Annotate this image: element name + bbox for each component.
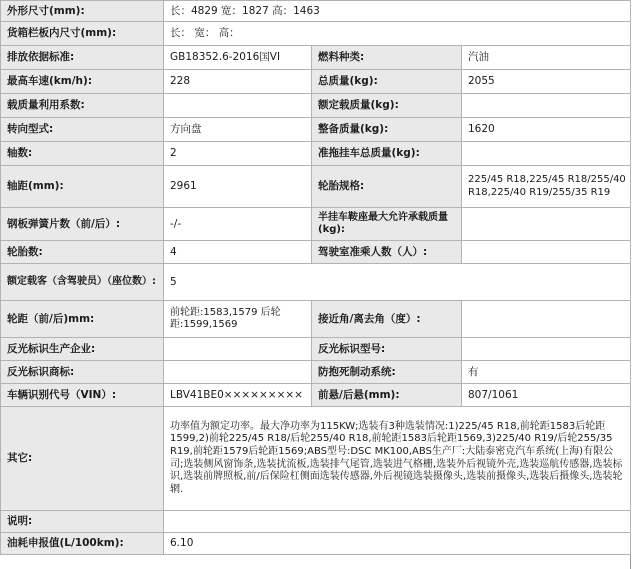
row-seats	[1, 264, 631, 301]
trailer-mass-value	[462, 142, 631, 166]
row-cargo	[1, 22, 631, 46]
row-tires	[1, 241, 631, 264]
steering-value: 方向盘	[164, 118, 312, 142]
overhang-value: 807/1061	[462, 384, 631, 407]
wheelbase-value: 2961	[164, 166, 312, 208]
rated-load-label: 额定载质量(kg):	[312, 94, 462, 118]
load-factor-label: 载质量利用系数:	[1, 94, 164, 118]
tire-count-value: 4	[164, 241, 312, 264]
rated-passengers-label: 额定载客（含驾驶员）（座位数）:	[1, 264, 164, 301]
reflector-brand-value	[164, 361, 312, 384]
fuel-type-value: 汽油	[462, 46, 631, 70]
row-wheelbase	[1, 166, 631, 208]
emission-value: GB18352.6-2016国VI	[164, 46, 312, 70]
track-label: 轮距（前/后)mm:	[1, 301, 164, 338]
cargo-value: 长： 宽： 高：	[164, 22, 631, 46]
max-speed-value: 228	[164, 70, 312, 94]
leaf-springs-value: -/-	[164, 208, 312, 241]
reflector-model-label: 反光标识型号:	[312, 338, 462, 361]
reflector-maker-value	[164, 338, 312, 361]
rated-passengers-value: 5	[164, 264, 631, 301]
dimensions-value: 长：4829 宽：1827 高：1463	[164, 1, 631, 22]
fuel-consumption-label: 油耗申报值(L/100km):	[1, 533, 164, 555]
row-axles	[1, 142, 631, 166]
abs-value: 有	[462, 361, 631, 384]
approach-angle-label: 接近角/离去角（度）:	[312, 301, 462, 338]
row-steering	[1, 118, 631, 142]
wheelbase-label: 轴距(mm):	[1, 166, 164, 208]
fuel-type-label: 燃料种类:	[312, 46, 462, 70]
abs-label: 防抱死制动系统:	[312, 361, 462, 384]
other-label: 其它:	[1, 407, 164, 511]
saddle-load-label: 半挂车鞍座最大允许承载质量(kg):	[312, 208, 462, 241]
dimensions-label: 外形尺寸(mm):	[1, 1, 164, 22]
reflector-maker-label: 反光标识生产企业:	[1, 338, 164, 361]
load-factor-value	[164, 94, 312, 118]
steering-label: 转向型式:	[1, 118, 164, 142]
rated-load-value	[462, 94, 631, 118]
emission-label: 排放依据标准:	[1, 46, 164, 70]
fuel-consumption-value: 6.10	[164, 533, 631, 555]
tire-count-label: 轮胎数:	[1, 241, 164, 264]
vin-value: LBV41BE0×××××××××	[164, 384, 312, 407]
overhang-label: 前悬/后悬(mm):	[312, 384, 462, 407]
track-value: 前轮距:1583,1579 后轮距:1599,1569	[164, 301, 312, 338]
total-mass-label: 总质量(kg):	[312, 70, 462, 94]
cab-seats-label: 驾驶室准乘人数（人）:	[312, 241, 462, 264]
cargo-label: 货箱栏板内尺寸(mm):	[1, 22, 164, 46]
row-other	[1, 407, 631, 511]
other-value: 功率值为额定功率。最大净功率为115KW;选装有3种选装情况:1)225/45 R18,前轮距1583后轮距1599,2)前轮225/45 R18/后轮255/40 R18,前轮距1583后轮距1569,3)225/40 R19/后轮255/35 R19,前轮距1579后轮距1569;ABS型号:DSC MK100,ABS生产厂:大陆泰密克汽车系统(上海)有限公司;选装侧风窗饰条,选装扰流板,选装排气尾管,选装进气格栅,选装外后视镜外壳,选装巡航传感器,选装标识,选装前牌照板,前/后保险杠侧面选装传感器,外后视镜选装摄像头,选装前摄像头,选装后摄像头,选装轮辋.	[164, 407, 631, 511]
saddle-load-value	[462, 208, 631, 241]
curb-mass-label: 整备质量(kg):	[312, 118, 462, 142]
row-emission	[1, 46, 631, 70]
tire-spec-label: 轮胎规格:	[312, 166, 462, 208]
approach-angle-value	[462, 301, 631, 338]
axles-label: 轴数:	[1, 142, 164, 166]
max-speed-label: 最高车速(km/h):	[1, 70, 164, 94]
row-springs	[1, 208, 631, 241]
row-reflector-brand	[1, 361, 631, 384]
row-vin	[1, 384, 631, 407]
row-note	[1, 511, 631, 533]
cab-seats-value	[462, 241, 631, 264]
row-reflector-maker	[1, 338, 631, 361]
total-mass-value: 2055	[462, 70, 631, 94]
row-fuel	[1, 533, 631, 555]
row-track	[1, 301, 631, 338]
tire-spec-value: 225/45 R18,225/45 R18/255/40 R18,225/40 R19/255/35 R19	[462, 166, 631, 208]
note-label: 说明:	[1, 511, 164, 533]
note-value	[164, 511, 631, 533]
curb-mass-value: 1620	[462, 118, 631, 142]
row-dimensions	[1, 1, 631, 22]
vin-label: 车辆识别代号（VIN）:	[1, 384, 164, 407]
reflector-brand-label: 反光标识商标:	[1, 361, 164, 384]
leaf-springs-label: 钢板弹簧片数（前/后）:	[1, 208, 164, 241]
row-speed	[1, 70, 631, 94]
reflector-model-value	[462, 338, 631, 361]
axles-value: 2	[164, 142, 312, 166]
trailer-mass-label: 准拖挂车总质量(kg):	[312, 142, 462, 166]
row-loadfactor	[1, 94, 631, 118]
